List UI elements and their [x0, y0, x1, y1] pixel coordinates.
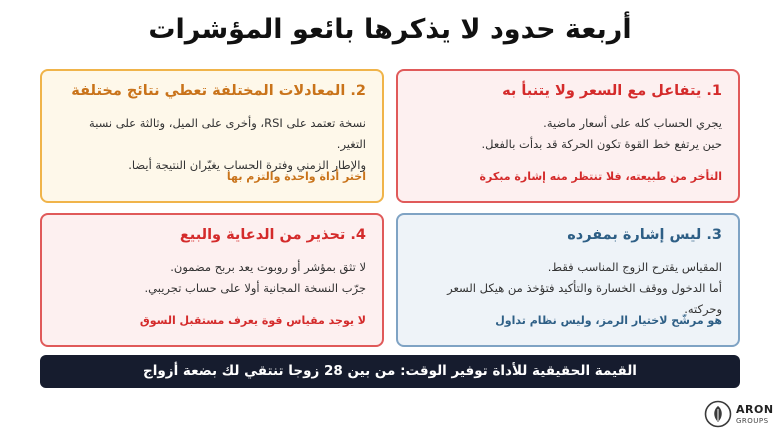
card-note: التأخر من طبيعته، فلا تنتظر منه إشارة مبكرة — [479, 170, 722, 183]
card-line: لا تثق بمؤشر أو روبوت يعد بربح مضمون. — [170, 260, 366, 274]
card-note: هو مرشّح لاختيار الرمز، وليس نظام تداول — [495, 314, 722, 327]
card-line: جرّب النسخة المجانية أولا على حساب تجريبي. — [144, 281, 366, 295]
card-not-signal — [396, 213, 740, 347]
card-note: اختر أداة واحدة والتزم بها — [226, 170, 366, 183]
card-line: حين يرتفع خط القوة تكون الحركة قد بدأت بالفعل. — [481, 137, 722, 151]
card-line: نسخة تعتمد على RSI، وأخرى على الميل، وثالثة على نسبة التغير. — [89, 116, 366, 151]
card-title: 3. ليس إشارة بمفرده — [567, 227, 722, 243]
summary-banner: القيمة الحقيقية للأداة توفير الوقت: من بين 28 زوجا تنتقي لك بضعة أزواج — [40, 355, 740, 388]
card-body — [414, 113, 722, 155]
card-body — [58, 257, 366, 299]
brand-logo — [704, 400, 774, 430]
card-formulas — [40, 69, 384, 203]
card-line: المقياس يقترح الزوج المناسب فقط. — [547, 260, 722, 274]
logo-name: ARON — [736, 403, 774, 416]
card-marketing-warning — [40, 213, 384, 347]
card-title: 1. يتفاعل مع السعر ولا يتنبأ به — [502, 83, 722, 99]
card-title: 2. المعادلات المختلفة تعطي نتائج مختلفة — [71, 83, 366, 99]
aron-leaf-icon — [704, 400, 732, 428]
card-note: لا يوجد مقياس قوة يعرف مستقبل السوق — [139, 314, 366, 327]
card-body — [414, 257, 722, 320]
card-lagging — [396, 69, 740, 203]
card-line: والإطار الزمني وفترة الحساب يغيّران النتيجة أيضا. — [128, 158, 366, 172]
logo-sub: GROUPS — [736, 417, 769, 425]
card-title: 4. تحذير من الدعاية والبيع — [179, 227, 366, 243]
card-body — [58, 113, 366, 176]
card-line: يجري الحساب كله على أسعار ماضية. — [543, 116, 722, 130]
page-title: أربعة حدود لا يذكرها بائعو المؤشرات — [148, 14, 632, 45]
card-line: أما الدخول ووقف الخسارة والتأكيد فتؤخذ من هيكل السعر وحركته. — [447, 281, 722, 316]
